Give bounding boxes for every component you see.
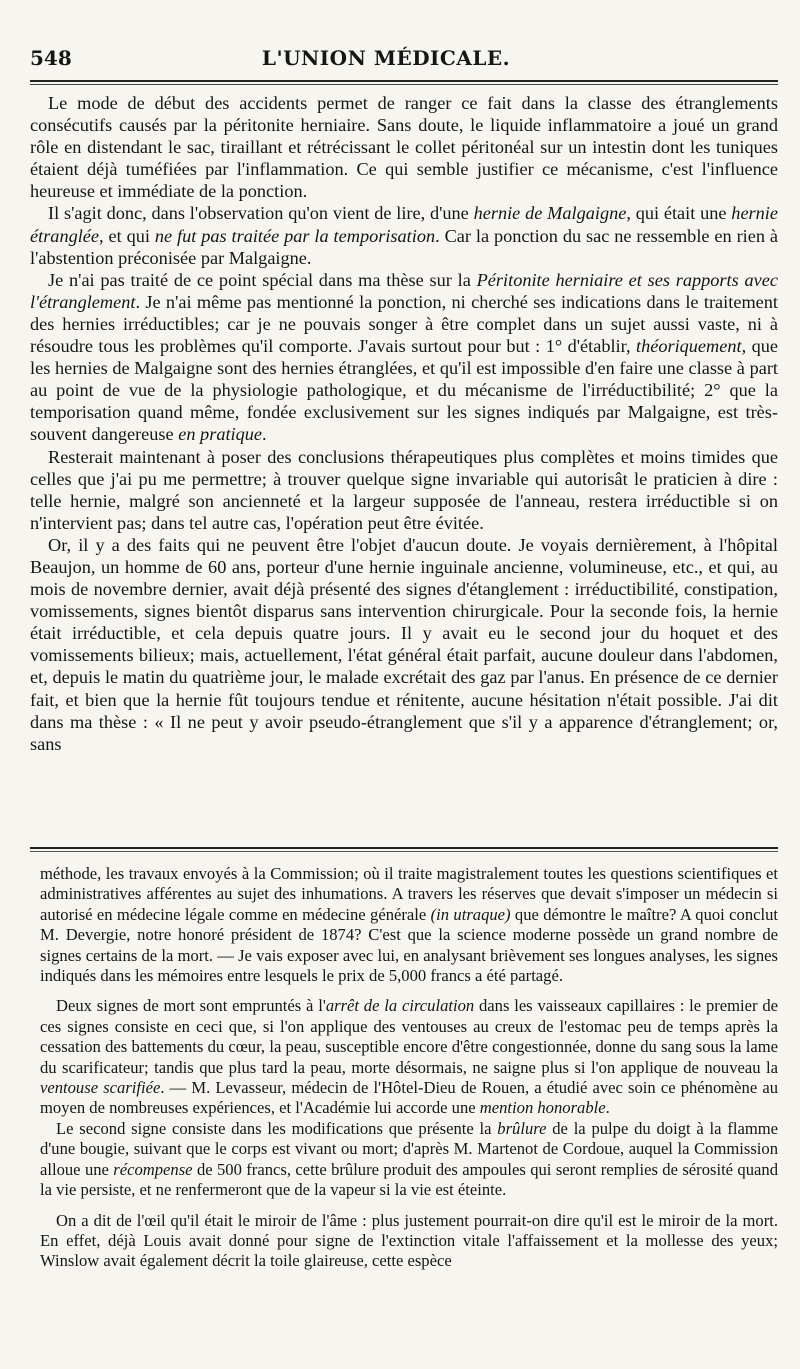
paragraph: Le second signe consiste dans les modifications que présente la brûlure de la pulpe du doigt à la flamme d'une bougie, suivant que le corps est vivant ou mort; d'après M. Martenot de Cordoue, auquel la Commission alloue une récompense de 500 francs, cette brûlure produit des ampoules qui seront remplies de sérosité quand la vie persiste, et ne renfermeront que de la vapeur si la vie est éteinte. <box>40 1118 778 1200</box>
italic-term: hernie de Malgaigne <box>473 203 627 224</box>
article-body <box>30 92 778 755</box>
page-header <box>30 46 742 76</box>
paragraph: Or, il y a des faits qui ne peuvent être l'objet d'aucun doute. Je voyais dernièrement, à l'hôpital Beaujon, un homme de 60 ans, porteur d'une hernie inguinale ancienne, volumineuse, etc., et qui, au mois de novembre dernier, avait déjà présenté des signes d'étanglement : irréductibilité, constipation, vomissements, signes bientôt disparus sans intervention chirurgicale. Pour la seconde fois, la hernie était irréductible, et cela depuis quatre jours. Il y avait eu le second jour du hoquet et des vomissements bilieux; mais, actuellement, l'état général était parfait, aucune douleur dans l'abdomen, et, depuis le matin du quatrième jour, le malade excrétait des gaz par l'anus. En présence de ce dernier fait, et bien que la hernie fût toujours tendue et rénitente, aucune hésitation n'était possible. J'ai dit dans ma thèse : « Il ne peut y avoir pseudo-étranglement que s'il y a apparence d'étranglement; or, sans <box>30 534 778 754</box>
paragraph: méthode, les travaux envoyés à la Commission; où il traite magistralement toutes les questions scientifiques et administratives afférentes au sujet des inhumations. A travers les réserves que devait s'imposer un médecin si autorisé en médecine légale comme en médecine générale (in utraque) que démontre le maître? A quoi conclut M. Devergie, notre honoré président de 1874? C'est que la science moderne possède un grand nombre de signes certains de la mort. — Je vais exposer avec lui, en analysant brièvement ses longues analyses, les signes indiqués dans les mémoires entre lesquels le prix de 5,000 francs a été partagé. <box>40 864 778 986</box>
italic-term: mention honorable <box>479 1098 606 1118</box>
paragraph: Deux signes de mort sont empruntés à l'arrêt de la circulation dans les vaisseaux capillaires : le premier de ces signes consiste en ceci que, si l'on applique des ventouses au creux de l'estomac peu de temps après la cessation des battements du cœur, la peau, susceptible encore d'être congestionnée, donne du sang sous la lame du scarificateur; tandis que plus tard la peau, morte désormais, ne saigne plus si l'on applique de nouveau la ventouse scarifiée. — M. Levasseur, médecin de l'Hôtel-Dieu de Rouen, a étudié avec soin ce phénomène au moyen de nombreuses expériences, et l'Académie lui accorde une mention honorable. <box>40 996 779 1118</box>
italic-term: (in utraque) <box>430 904 511 924</box>
paragraph: Resterait maintenant à poser des conclusions thérapeutiques plus complètes et moins timides que celles que j'ai pu me permettre; à trouver quelque signe invariable qui autorisât le praticien à dire : telle hernie, malgré son ancienneté et la largeur supposée de l'anneau, restera irréductible si on n'intervient pas; dans tel autre cas, l'opération peut être évitée. <box>30 446 778 533</box>
italic-term: brûlure <box>497 1118 547 1138</box>
header-rule <box>30 80 778 82</box>
italic-term: ventouse scarifiée <box>40 1078 161 1098</box>
paragraph: On a dit de l'œil qu'il était le miroir de l'âme : plus justement pourrait-on dire qu'il est le miroir de la mort. En effet, déjà Louis avait donné pour signe de l'extinction vitale l'affaissement et la mollesse des yeux; Winslow avait également décrit la toile glaireuse, cette espèce <box>40 1210 778 1271</box>
feuilleton-rule-thin <box>30 851 778 852</box>
paragraph: Le mode de début des accidents permet de ranger ce fait dans la classe des étranglements consécutifs causés par la péritonite herniaire. Sans doute, le liquide inflammatoire a joué un grand rôle en distendant le sac, tiraillant et rétrécissant le collet péritonéal sur un intestin dont les tuniques étaient déjà tuméfiées par l'inflammation. Ce qui semble justifier ce mécanisme, c'est l'influence heureuse et immédiate de la ponction. <box>30 93 778 202</box>
feuilleton-rule <box>30 847 778 849</box>
header-rule-thin <box>30 84 778 85</box>
paragraph: Il s'agit donc, dans l'observation qu'on vient de lire, d'une hernie de Malgaigne, qui était une hernie étranglée, et qui ne fut pas traitée par la temporisation. Car la ponction du sac ne ressemble en rien à l'abstention préconisée par Malgaigne. <box>30 203 779 268</box>
italic-term: hernie étranglée <box>30 203 778 246</box>
italic-term: récompense <box>113 1159 193 1179</box>
italic-term: ne fut pas traitée par la temporisation <box>154 225 436 246</box>
italic-term: théoriquement <box>635 336 742 357</box>
paragraph: Je n'ai pas traité de ce point spécial dans ma thèse sur la Péritonite herniaire et ses rapports avec l'étranglement. Je n'ai même pas mentionné la ponction, ni cherché ses indications dans le traitement des hernies irréductibles; car je ne pouvais songer à être complet dans un sujet aussi vaste, ni à résoudre tous les problèmes qu'il comporte. J'avais surtout pour but : 1° d'établir, théoriquement, que les hernies de Malgaigne sont des hernies étranglées, et qu'il est impossible d'en faire une classe à part au point de vue de la physiologie pathologique, et du mécanisme de l'irréductibilité; 2° que la temporisation quand même, fondée exclusivement sur les signes indiqués par Malgaigne, est très-souvent dangereuse en pratique. <box>30 269 778 445</box>
page-number: 548 <box>30 46 72 70</box>
italic-term: en pratique <box>178 424 263 445</box>
italic-term: arrêt de la circulation <box>325 996 475 1016</box>
feuilleton-section <box>40 864 778 1272</box>
running-head: L'UNION MÉDICALE. <box>261 46 511 70</box>
italic-title: Péritonite herniaire et ses rapports avec l'étranglement <box>30 269 778 312</box>
